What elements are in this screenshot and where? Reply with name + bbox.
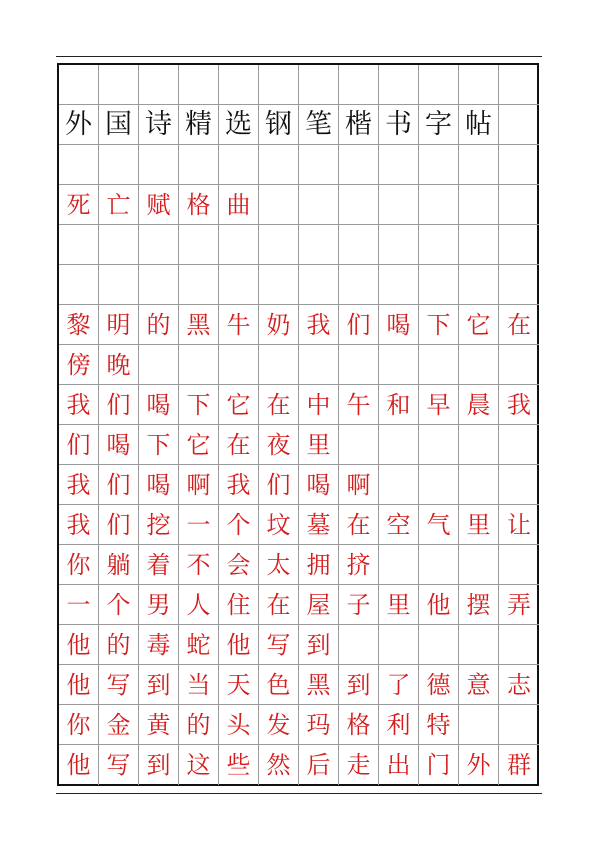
practice-char-cell: 晚	[99, 345, 139, 385]
practice-char-cell: 格	[339, 705, 379, 745]
practice-char-cell: 们	[59, 425, 99, 465]
grid-cell	[339, 265, 379, 305]
practice-char-cell: 它	[459, 305, 499, 345]
practice-char-cell: 到	[299, 625, 339, 665]
practice-char-cell: 傍	[59, 345, 99, 385]
practice-char-cell: 早	[419, 385, 459, 425]
grid-cell	[139, 345, 179, 385]
practice-char-cell: 德	[419, 665, 459, 705]
practice-char-cell: 的	[179, 705, 219, 745]
grid-cell	[339, 225, 379, 265]
practice-char-cell: 我	[219, 465, 259, 505]
grid-cell	[259, 265, 299, 305]
grid-cell	[339, 345, 379, 385]
title-char-cell: 书	[379, 105, 419, 145]
practice-char-cell: 挤	[339, 545, 379, 585]
practice-char-cell: 亡	[99, 185, 139, 225]
practice-char-cell: 出	[379, 745, 419, 785]
practice-char-cell: 它	[179, 425, 219, 465]
grid-cell	[379, 65, 419, 105]
title-char-cell: 国	[99, 105, 139, 145]
title-char-cell: 外	[59, 105, 99, 145]
practice-char-cell: 个	[99, 585, 139, 625]
practice-char-cell: 在	[259, 585, 299, 625]
practice-char-cell: 们	[99, 385, 139, 425]
practice-char-cell: 我	[59, 465, 99, 505]
practice-char-cell: 个	[219, 505, 259, 545]
practice-char-cell: 墓	[299, 505, 339, 545]
grid-cell	[299, 185, 339, 225]
grid-cell	[59, 145, 99, 185]
practice-char-cell: 里	[379, 585, 419, 625]
practice-char-cell: 男	[139, 585, 179, 625]
grid-cell	[499, 225, 539, 265]
practice-char-cell: 摆	[459, 585, 499, 625]
practice-char-cell: 你	[59, 705, 99, 745]
practice-char-cell: 蛇	[179, 625, 219, 665]
title-char-cell: 精	[179, 105, 219, 145]
grid-cell	[379, 425, 419, 465]
grid-cell	[59, 65, 99, 105]
grid-cell	[459, 225, 499, 265]
practice-char-cell: 写	[99, 745, 139, 785]
practice-char-cell: 下	[139, 425, 179, 465]
grid-cell	[219, 265, 259, 305]
practice-char-cell: 拥	[299, 545, 339, 585]
practice-char-cell: 啊	[179, 465, 219, 505]
grid-cell	[299, 225, 339, 265]
grid-cell	[459, 705, 499, 745]
practice-char-cell: 黑	[179, 305, 219, 345]
grid-cell	[419, 625, 459, 665]
grid-cell	[419, 465, 459, 505]
practice-char-cell: 里	[459, 505, 499, 545]
practice-char-cell: 发	[259, 705, 299, 745]
grid-cell	[259, 185, 299, 225]
practice-char-cell: 弄	[499, 585, 539, 625]
top-rule	[56, 56, 542, 57]
title-char-cell: 诗	[139, 105, 179, 145]
practice-char-cell: 外	[459, 745, 499, 785]
grid-cell	[139, 65, 179, 105]
practice-char-cell: 到	[139, 665, 179, 705]
practice-char-cell: 它	[219, 385, 259, 425]
practice-char-cell: 我	[299, 305, 339, 345]
grid-cell	[459, 265, 499, 305]
practice-char-cell: 利	[379, 705, 419, 745]
practice-char-cell: 下	[179, 385, 219, 425]
practice-char-cell: 头	[219, 705, 259, 745]
grid-cell	[499, 185, 539, 225]
grid-cell	[459, 345, 499, 385]
practice-char-cell: 和	[379, 385, 419, 425]
grid-cell	[499, 465, 539, 505]
grid-cell	[299, 265, 339, 305]
grid-cell	[179, 265, 219, 305]
practice-char-cell: 写	[99, 665, 139, 705]
practice-char-cell: 志	[499, 665, 539, 705]
practice-char-cell: 躺	[99, 545, 139, 585]
title-char-cell: 选	[219, 105, 259, 145]
practice-char-cell: 到	[139, 745, 179, 785]
practice-char-cell: 他	[59, 745, 99, 785]
grid-cell	[219, 225, 259, 265]
grid-cell	[419, 145, 459, 185]
practice-char-cell: 夜	[259, 425, 299, 465]
grid-cell	[379, 345, 419, 385]
grid-cell	[459, 145, 499, 185]
grid-cell	[379, 265, 419, 305]
title-char-cell: 楷	[339, 105, 379, 145]
grid-cell	[379, 465, 419, 505]
practice-char-cell: 金	[99, 705, 139, 745]
grid-cell	[499, 65, 539, 105]
practice-char-cell: 一	[179, 505, 219, 545]
grid-cell	[259, 345, 299, 385]
grid-cell	[499, 625, 539, 665]
practice-char-cell: 会	[219, 545, 259, 585]
grid-cell	[419, 225, 459, 265]
practice-char-cell: 你	[59, 545, 99, 585]
grid-cell	[339, 425, 379, 465]
grid-cell	[219, 145, 259, 185]
practice-char-cell: 死	[59, 185, 99, 225]
grid-cell	[299, 65, 339, 105]
practice-char-cell: 曲	[219, 185, 259, 225]
grid-cell	[419, 345, 459, 385]
grid-cell	[419, 425, 459, 465]
practice-char-cell: 这	[179, 745, 219, 785]
practice-char-cell: 气	[419, 505, 459, 545]
practice-char-cell: 我	[59, 505, 99, 545]
practice-char-cell: 在	[259, 385, 299, 425]
grid-cell	[499, 425, 539, 465]
practice-char-cell: 明	[99, 305, 139, 345]
practice-char-cell: 们	[259, 465, 299, 505]
grid-cell	[99, 65, 139, 105]
practice-char-cell: 的	[139, 305, 179, 345]
practice-char-cell: 着	[139, 545, 179, 585]
practice-char-cell: 喝	[379, 305, 419, 345]
grid-cell	[179, 145, 219, 185]
grid-cell	[339, 65, 379, 105]
grid-cell	[419, 185, 459, 225]
practice-char-cell: 赋	[139, 185, 179, 225]
practice-char-cell: 后	[299, 745, 339, 785]
grid-cell	[499, 545, 539, 585]
grid-cell	[499, 705, 539, 745]
grid-cell	[179, 345, 219, 385]
practice-char-cell: 晨	[459, 385, 499, 425]
grid-cell	[59, 225, 99, 265]
grid-cell	[499, 265, 539, 305]
practice-char-cell: 们	[99, 465, 139, 505]
practice-char-cell: 群	[507, 751, 531, 779]
practice-char-cell: 们	[339, 305, 379, 345]
practice-char-cell: 喝	[299, 465, 339, 505]
bottom-rule	[56, 793, 542, 794]
copybook-grid	[57, 63, 539, 786]
grid-cell	[139, 145, 179, 185]
grid-cell	[299, 345, 339, 385]
grid-cell	[139, 265, 179, 305]
grid-cell	[339, 145, 379, 185]
practice-char-cell: 子	[339, 585, 379, 625]
practice-char-cell: 中	[299, 385, 339, 425]
practice-char-cell: 他	[419, 585, 459, 625]
practice-char-cell: 喝	[99, 425, 139, 465]
title-char-cell: 笔	[299, 105, 339, 145]
grid-cell	[379, 225, 419, 265]
practice-char-cell: 到	[339, 665, 379, 705]
practice-char-cell: 意	[459, 665, 499, 705]
grid-cell	[379, 145, 419, 185]
practice-char-cell: 不	[179, 545, 219, 585]
practice-char-cell: 毒	[139, 625, 179, 665]
grid-cell	[499, 345, 539, 385]
grid-cell	[459, 545, 499, 585]
practice-char-cell: 他	[219, 625, 259, 665]
practice-char-cell: 特	[419, 705, 459, 745]
practice-char-cell: 然	[259, 745, 299, 785]
grid-cell	[99, 145, 139, 185]
practice-char-cell: 人	[179, 585, 219, 625]
grid-cell	[459, 185, 499, 225]
practice-char-cell: 的	[99, 625, 139, 665]
practice-char-cell: 坟	[259, 505, 299, 545]
grid-cell	[459, 625, 499, 665]
grid-cell	[99, 265, 139, 305]
title-char-cell: 字	[419, 105, 459, 145]
grid-cell	[259, 225, 299, 265]
grid-cell	[379, 625, 419, 665]
practice-char-cell: 门	[419, 745, 459, 785]
title-char-cell: 钢	[259, 105, 299, 145]
practice-char-cell: 黎	[59, 305, 99, 345]
practice-char-cell: 些	[219, 745, 259, 785]
practice-char-cell: 挖	[139, 505, 179, 545]
practice-char-cell: 下	[419, 305, 459, 345]
grid-cell	[59, 265, 99, 305]
grid-cell	[499, 145, 539, 185]
practice-char-cell: 我	[499, 385, 539, 425]
practice-char-cell: 当	[179, 665, 219, 705]
practice-char-cell: 喝	[139, 465, 179, 505]
grid-cell	[419, 65, 459, 105]
practice-char-cell: 们	[99, 505, 139, 545]
grid-cell	[179, 65, 219, 105]
practice-char-cell: 他	[59, 665, 99, 705]
grid-cell	[419, 265, 459, 305]
grid-cell	[99, 225, 139, 265]
practice-char-cell: 天	[219, 665, 259, 705]
grid-cell	[459, 465, 499, 505]
practice-char-cell: 牛	[219, 305, 259, 345]
practice-char-cell: 黑	[299, 665, 339, 705]
grid-cell	[499, 105, 539, 145]
grid-cell	[259, 65, 299, 105]
practice-char-cell: 午	[339, 385, 379, 425]
grid-cell	[379, 545, 419, 585]
practice-char-cell: 了	[379, 665, 419, 705]
grid-cell	[419, 545, 459, 585]
practice-char-cell: 黄	[139, 705, 179, 745]
practice-char-cell: 太	[259, 545, 299, 585]
practice-char-cell: 写	[259, 625, 299, 665]
practice-char-cell: 奶	[259, 305, 299, 345]
practice-char-cell: 格	[179, 185, 219, 225]
grid-cell	[459, 65, 499, 105]
practice-char-cell: 走	[339, 745, 379, 785]
practice-char-cell: 色	[259, 665, 299, 705]
grid-cell	[219, 345, 259, 385]
grid-cell	[259, 145, 299, 185]
practice-char-cell: 在	[339, 505, 379, 545]
practice-char-cell: 里	[299, 425, 339, 465]
practice-char-cell: 住	[219, 585, 259, 625]
practice-char-cell: 啊	[339, 465, 379, 505]
practice-char-cell: 他	[59, 625, 99, 665]
grid-cell	[459, 425, 499, 465]
grid-cell	[219, 65, 259, 105]
practice-char-cell: 在	[499, 305, 539, 345]
grid-cell	[339, 625, 379, 665]
practice-char-cell: 让	[499, 505, 539, 545]
grid-cell	[379, 185, 419, 225]
grid-cell	[179, 225, 219, 265]
practice-char-cell: 在	[219, 425, 259, 465]
grid-cell	[339, 185, 379, 225]
grid-cell	[139, 225, 179, 265]
practice-char-cell: 一	[59, 585, 99, 625]
practice-char-cell: 屋	[299, 585, 339, 625]
title-char-cell: 帖	[459, 105, 499, 145]
practice-char-cell: 空	[379, 505, 419, 545]
practice-char-cell: 我	[59, 385, 99, 425]
practice-char-cell: 喝	[139, 385, 179, 425]
grid-cell	[299, 145, 339, 185]
practice-char-cell: 玛	[299, 705, 339, 745]
